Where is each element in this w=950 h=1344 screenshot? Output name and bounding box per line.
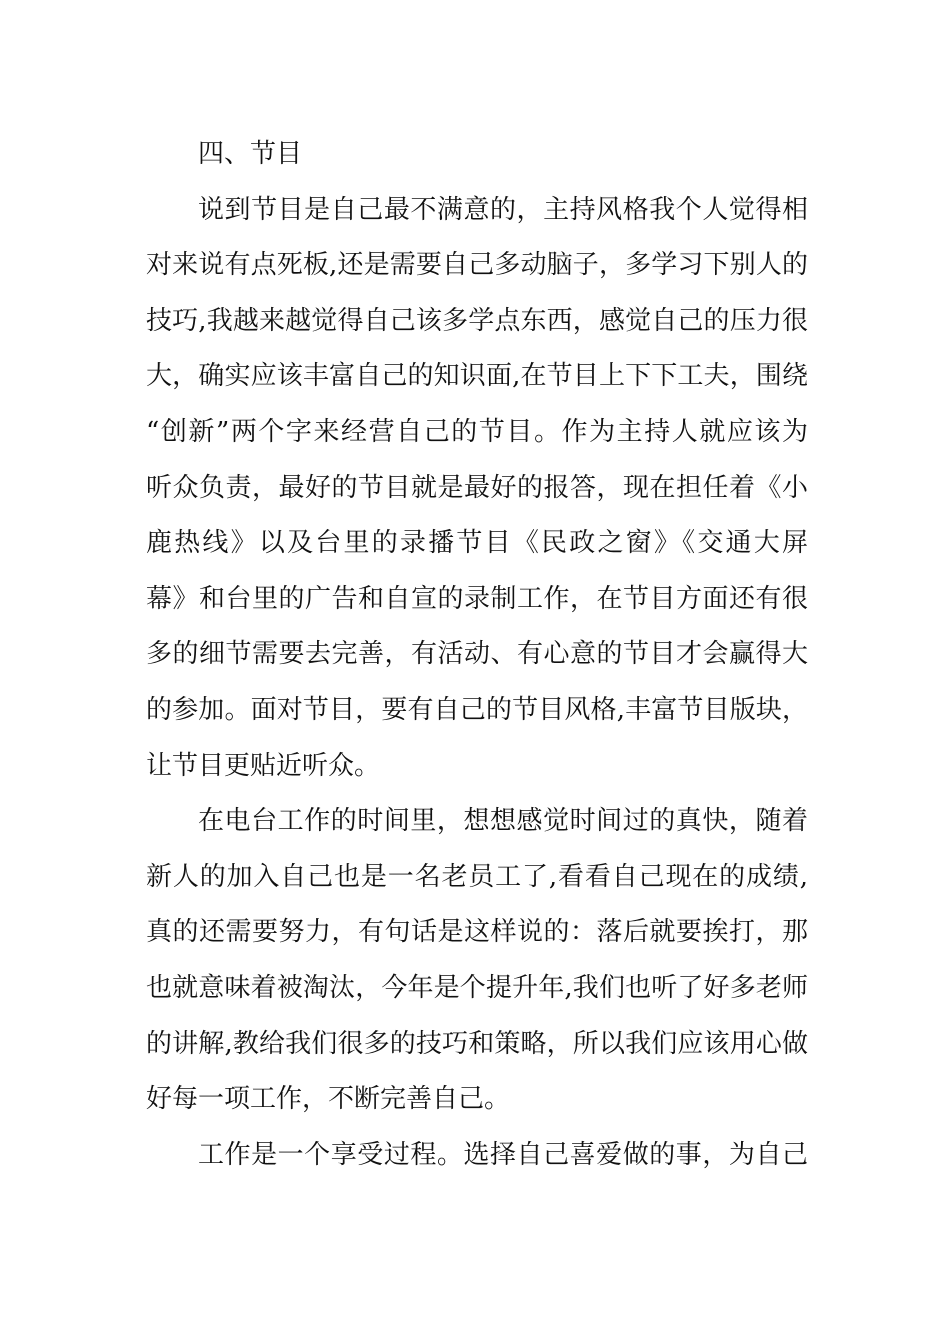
text-line: 的讲解,教给我们很多的技巧和策略，所以我们应该用心做 [146,1028,808,1059]
text-line: 好每一项工作，不断完善自己。 [146,1084,511,1115]
paragraph-2 [146,794,808,1128]
paragraph-1 [146,183,808,795]
text-line: “创新”两个字来经营自己的节目。作为主持人就应该为 [146,416,808,447]
text-line: 听众负责，最好的节目就是最好的报答，现在担任着《小 [146,472,808,503]
text-line: 的参加。面对节目，要有自己的节目风格,丰富节目版块， [146,694,808,725]
text-line: 多的细节需要去完善，有活动、有心意的节目才会赢得大 [146,639,808,670]
text-line: 说到节目是自己最不满意的，主持风格我个人觉得相 [198,194,808,225]
text-line: 幕》和台里的广告和自宣的录制工作，在节目方面还有很 [146,583,808,614]
text-line: 也就意味着被淘汰，今年是个提升年,我们也听了好多老师 [146,972,808,1003]
document-body [146,127,808,1183]
text-line: 技巧,我越来越觉得自己该多学点东西，感觉自己的压力很 [146,305,808,336]
text-line: 对来说有点死板,还是需要自己多动脑子，多学习下别人的 [146,250,808,281]
text-line: 让节目更贴近听众。 [146,750,381,781]
text-line: 真的还需要努力，有句话是这样说的：落后就要挨打，那 [146,917,808,948]
text-line: 工作是一个享受过程。选择自己喜爱做的事，为自己 [198,1139,808,1170]
text-line: 在电台工作的时间里，想想感觉时间过的真快，随着 [198,806,808,837]
text-line: 鹿热线》以及台里的录播节目《民政之窗》《交通大屏 [146,528,808,559]
section-heading: 四、节目 [198,139,303,169]
paragraph-3 [146,1128,808,1184]
text-line: 新人的加入自己也是一名老员工了,看看自己现在的成绩, [146,861,808,892]
text-line: 大，确实应该丰富自己的知识面,在节目上下下工夫，围绕 [146,361,808,392]
